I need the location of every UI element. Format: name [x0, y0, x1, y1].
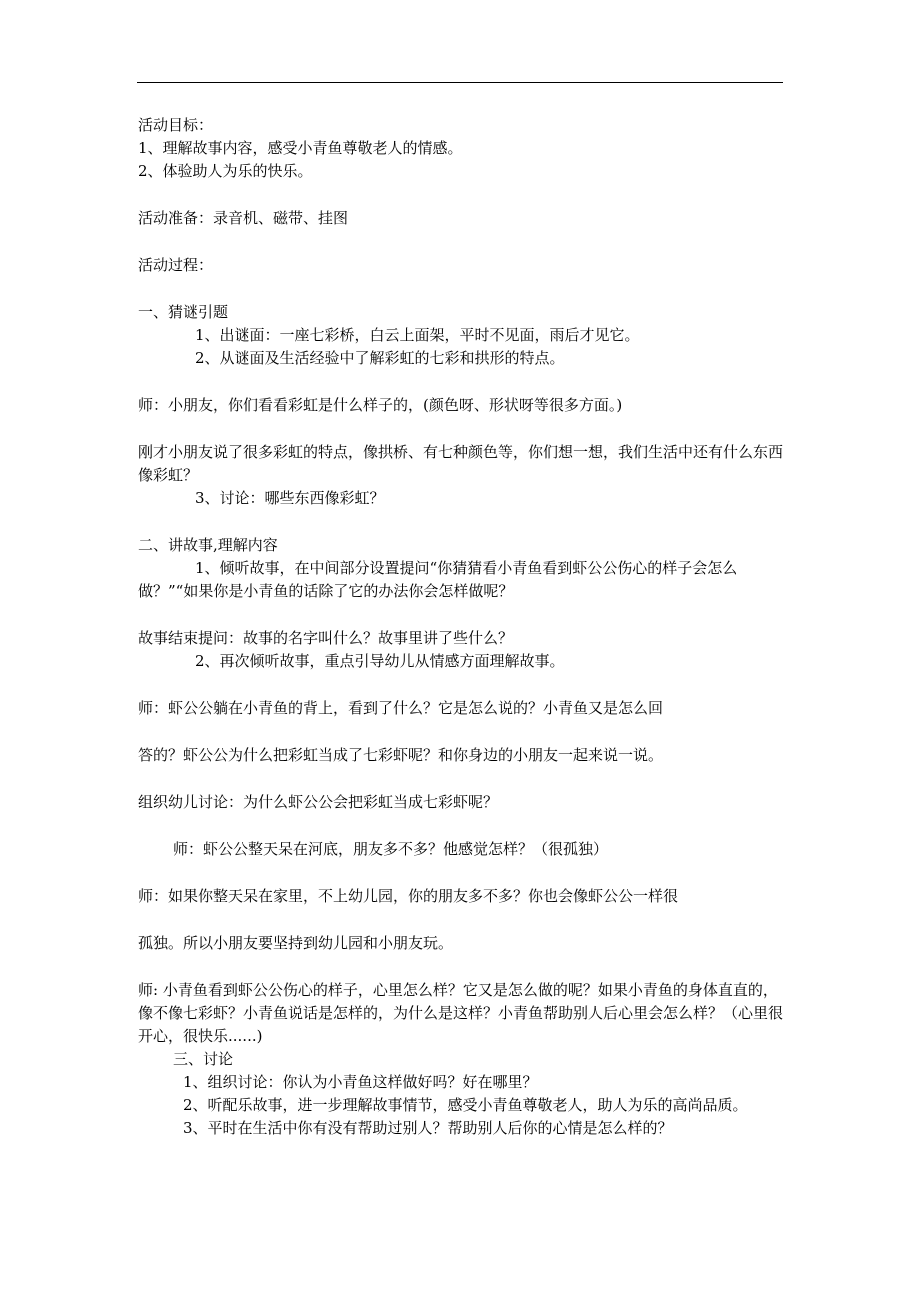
paragraph: 孤独。所以小朋友要坚持到幼儿园和小朋友玩。	[138, 934, 454, 952]
teacher-line: 师：虾公公躺在小青鱼的背上，看到了什么？它是怎么说的？小青鱼又是怎么回	[138, 699, 664, 717]
teacher-line: 师：如果你整天呆在家里，不上幼儿园，你的朋友多不多？你也会像虾公公一样很	[138, 887, 679, 905]
teacher-line: 师: 小青鱼看到虾公公伤心的样子，心里怎么样？它又是怎么做的呢？如果小青鱼的身体直直的，像不像七彩虾？小青鱼说话是怎样的，为什么是这样？小青鱼帮助别人后心里会怎么样？（心里很开心，很快乐......)	[138, 981, 784, 1045]
process-heading: 活动过程：	[138, 256, 214, 274]
section-title: 一、猜谜引题	[138, 303, 229, 321]
paragraph: 答的？虾公公为什么把彩虹当成了七彩虾呢？和你身边的小朋友一起来说一说。	[138, 746, 664, 764]
header-rule	[137, 82, 783, 83]
goals-heading: 活动目标：	[138, 116, 214, 134]
paragraph: 刚才小朋友说了很多彩虹的特点，像拱桥、有七种颜色等，你们想一想，我们生活中还有什么东西像彩虹？	[138, 443, 784, 484]
preparation-line: 活动准备：录音机、磁带、挂图	[138, 209, 349, 227]
section-title: 三、讨论	[173, 1050, 234, 1068]
goal-item: 2、体验助人为乐的快乐。	[138, 162, 313, 180]
paragraph: 组织幼儿讨论：为什么虾公公会把彩虹当成七彩虾呢？	[138, 793, 499, 811]
discussion-item: 2、听配乐故事，进一步理解故事情节，感受小青鱼尊敬老人，助人为乐的高尚品质。	[183, 1096, 748, 1114]
step-item: 3、讨论：哪些东西像彩虹？	[195, 489, 385, 507]
discussion-item: 1、组织讨论：你认为小青鱼这样做好吗？好在哪里？	[183, 1073, 538, 1091]
discussion-item: 3、平时在生活中你有没有帮助过别人？帮助别人后你的心情是怎么样的？	[183, 1119, 673, 1137]
teacher-line: 师：虾公公整天呆在河底，朋友多不多？他感觉怎样？（很孤独）	[173, 840, 609, 858]
paragraph: 故事结束提问：故事的名字叫什么？故事里讲了些什么？	[138, 629, 514, 647]
lesson-plan-body	[138, 114, 788, 1140]
step-item: 2、从谜面及生活经验中了解彩虹的七彩和拱形的特点。	[195, 349, 565, 367]
teacher-line: 师：小朋友，你们看看彩虹是什么样子的，(颜色呀、形状呀等很多方面。)	[138, 396, 623, 414]
goal-item: 1、理解故事内容，感受小青鱼尊敬老人的情感。	[138, 139, 463, 157]
section-title: 二、讲故事,理解内容	[138, 536, 278, 554]
step-item: 1、倾听故事，在中间部分设置提问“你猜猜看小青鱼看到虾公公伤心的样子会怎么做？”“如果你是小青鱼的话除了它的办法你会怎样做呢？	[138, 559, 738, 600]
step-item: 1、出谜面：一座七彩桥，白云上面架，平时不见面，雨后才见它。	[195, 326, 640, 344]
step-item: 2、再次倾听故事，重点引导幼儿从情感方面理解故事。	[195, 652, 565, 670]
